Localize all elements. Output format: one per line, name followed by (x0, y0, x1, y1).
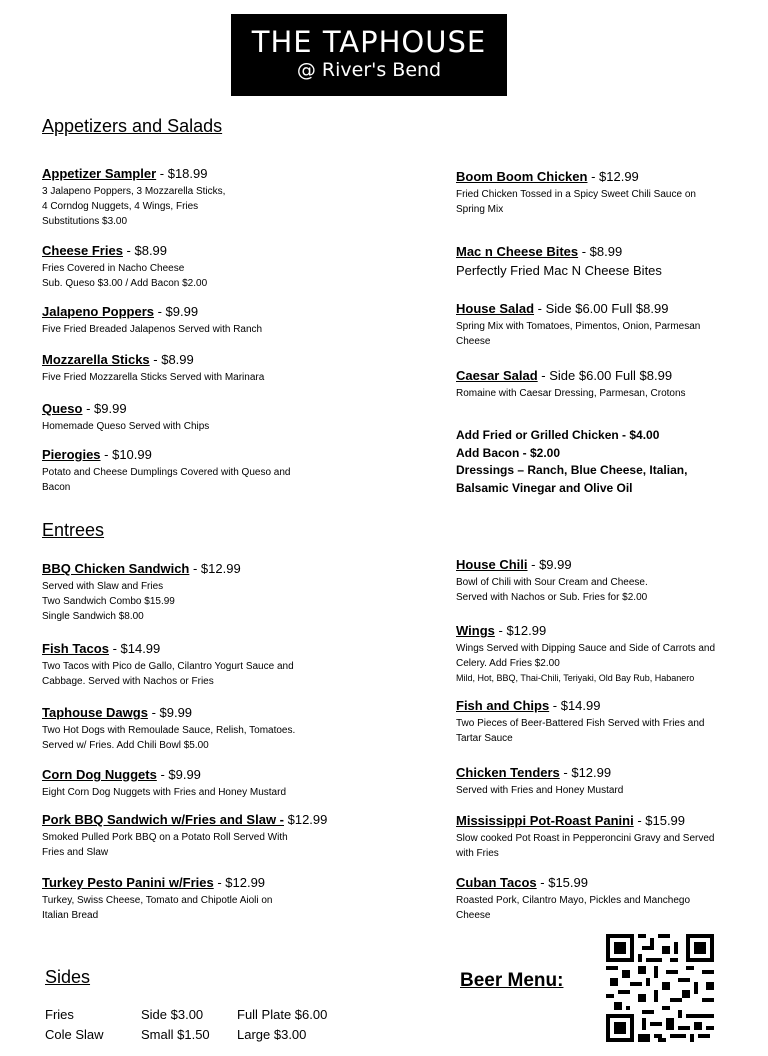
item-desc: Mild, Hot, BBQ, Thai-Chili, Teriyaki, Old Bay Rub, Habanero (456, 673, 695, 683)
item-price: - $9.99 (147, 705, 193, 720)
side-large-price: Full Plate $6.00 (237, 1007, 328, 1022)
item-name: Corn Dog Nuggets (42, 767, 157, 782)
menu-item (42, 703, 295, 753)
item-name: Caesar Salad (456, 368, 538, 383)
item-name: Fish Tacos (42, 641, 109, 656)
section-title-entrees: Entrees (42, 520, 105, 540)
item-price: - $15.99 (536, 875, 588, 890)
item-name: Fish and Chips (456, 698, 550, 713)
item-name: Chicken Tenders (456, 765, 560, 780)
item-desc: Served with Slaw and Fries (42, 581, 164, 592)
menu-item (42, 810, 327, 860)
item-price: - $9.99 (153, 304, 199, 319)
item-desc: Five Fried Mozzarella Sticks Served with Marinara (42, 372, 265, 383)
item-price: - $14.99 (549, 698, 601, 713)
item-price: - $12.99 (213, 875, 266, 890)
item-price: - $12.99 (587, 169, 639, 184)
item-desc: 4 Corndog Nuggets, 4 Wings, Fries (42, 201, 199, 212)
side-large-price: Large $3.00 (237, 1027, 307, 1042)
item-desc: with Fries (456, 848, 499, 859)
menu-item (456, 242, 662, 280)
item-name: Queso (42, 401, 83, 416)
item-name: Cheese Fries (42, 243, 123, 258)
menu-item (42, 399, 209, 434)
item-price: - $9.99 (527, 557, 572, 572)
item-desc: Eight Corn Dog Nuggets with Fries and Honey Mustard (42, 787, 287, 798)
item-name: Mississippi Pot-Roast Panini (456, 813, 634, 828)
item-desc: Perfectly Fried Mac N Cheese Bites (456, 263, 662, 278)
item-name: Boom Boom Chicken (456, 169, 588, 184)
item-name: Pierogies (42, 447, 101, 462)
item-desc: Celery. Add Fries $2.00 (456, 658, 560, 669)
item-desc: Turkey, Swiss Cheese, Tomato and Chipotle Aioli on (42, 895, 273, 906)
item-desc: Bacon (42, 482, 71, 493)
menu-item (456, 555, 648, 605)
item-name: BBQ Chicken Sandwich (42, 561, 190, 576)
item-price: - $8.99 (122, 243, 168, 258)
item-desc: Cheese (456, 910, 491, 921)
item-name: Mozzarella Sticks (42, 352, 150, 367)
item-desc: Bowl of Chili with Sour Cream and Cheese. (456, 577, 648, 588)
item-desc: Substitutions $3.00 (42, 216, 128, 227)
item-name: Cuban Tacos (456, 875, 537, 890)
menu-item (42, 559, 241, 624)
menu-item (456, 873, 690, 923)
item-desc: Cheese (456, 336, 491, 347)
logo-title: THE TAPHOUSE (251, 25, 487, 59)
menu-item (42, 873, 273, 923)
menu-item (42, 164, 225, 229)
side-small-price: Small $1.50 (141, 1027, 210, 1042)
menu-item (42, 445, 290, 495)
section-title-sides: Sides (45, 967, 91, 987)
item-desc: Fried Chicken Tossed in a Spicy Sweet Chili Sauce on (456, 189, 696, 200)
item-desc: Served w/ Fries. Add Chili Bowl $5.00 (42, 740, 209, 751)
item-desc: Two Pieces of Beer-Battered Fish Served with Fries and (456, 718, 705, 729)
item-desc: Two Tacos with Pico de Gallo, Cilantro Yogurt Sauce and (42, 661, 294, 672)
item-desc: Smoked Pulled Pork BBQ on a Potato Roll Served With (42, 832, 288, 843)
menu-item (42, 241, 207, 291)
logo (231, 14, 507, 96)
item-desc: Served with Nachos or Sub. Fries for $2.00 (456, 592, 648, 603)
item-price: - $14.99 (108, 641, 161, 656)
item-price: $12.99 (284, 812, 328, 827)
side-item: Fries (45, 1007, 74, 1022)
item-desc: 3 Jalapeno Poppers, 3 Mozzarella Sticks, (42, 186, 226, 197)
item-desc: Roasted Pork, Cilantro Mayo, Pickles and Manchego (456, 895, 691, 906)
add-on-line: Add Fried or Grilled Chicken - $4.00 (456, 428, 660, 442)
item-name: Pork BBQ Sandwich w/Fries and Slaw - (42, 812, 284, 827)
item-desc: Five Fried Breaded Jalapenos Served with Ranch (42, 324, 263, 335)
item-desc: Potato and Cheese Dumplings Covered with Queso and (42, 467, 291, 478)
item-price: - Side $6.00 Full $8.99 (537, 368, 673, 383)
add-ons (456, 427, 687, 497)
item-desc: Served with Fries and Honey Mustard (456, 785, 624, 796)
item-desc: Slow cooked Pot Roast in Pepperoncini Gravy and Served (456, 833, 715, 844)
logo-subtitle: @ River's Bend (296, 59, 442, 81)
item-price: - Side $6.00 Full $8.99 (534, 301, 669, 316)
qr-code-icon[interactable] (606, 934, 714, 1042)
beer-menu-label: Beer Menu: (460, 970, 564, 991)
side-small-price: Side $3.00 (141, 1007, 204, 1022)
item-price: - $18.99 (156, 166, 208, 181)
item-price: - $10.99 (100, 447, 152, 462)
menu-item (456, 696, 704, 746)
item-desc: Wings Served with Dipping Sauce and Side of Carrots and (456, 643, 716, 654)
add-on-line: Dressings – Ranch, Blue Cheese, Italian, (456, 463, 688, 477)
menu-item (456, 299, 700, 349)
item-name: House Salad (456, 301, 535, 316)
item-name: House Chili (456, 557, 528, 572)
item-name: Taphouse Dawgs (42, 705, 148, 720)
item-price: - $9.99 (156, 767, 201, 782)
item-desc: Two Sandwich Combo $15.99 (42, 596, 175, 607)
add-on-line: Balsamic Vinegar and Olive Oil (456, 480, 633, 495)
item-desc: Sub. Queso $3.00 / Add Bacon $2.00 (42, 278, 208, 289)
item-price: - $9.99 (82, 401, 127, 416)
menu-item (42, 302, 262, 337)
item-name: Wings (456, 623, 495, 638)
item-name: Appetizer Sampler (42, 166, 157, 181)
menu-item (456, 621, 715, 686)
menu-item (456, 167, 696, 217)
item-price: - $12.99 (189, 561, 241, 576)
item-desc: Homemade Queso Served with Chips (42, 421, 210, 432)
item-name: Jalapeno Poppers (42, 304, 154, 319)
menu-item (456, 366, 686, 401)
item-desc: Romaine with Caesar Dressing, Parmesan, Crotons (456, 388, 686, 399)
add-on-line: Add Bacon - $2.00 (456, 445, 561, 460)
item-desc: Fries Covered in Nacho Cheese (42, 263, 185, 274)
section-title-appetizers: Appetizers and Salads (42, 116, 223, 136)
menu-item (42, 350, 264, 385)
item-desc: Italian Bread (42, 910, 99, 921)
side-item: Cole Slaw (45, 1027, 104, 1042)
item-desc: Spring Mix with Tomatoes, Pimentos, Onion, Parmesan (456, 321, 701, 332)
item-name: Mac n Cheese Bites (456, 244, 579, 259)
item-price: - $12.99 (494, 623, 547, 638)
item-desc: Spring Mix (456, 204, 504, 215)
menu-item (42, 639, 294, 689)
item-name: Turkey Pesto Panini w/Fries (42, 875, 214, 890)
item-desc: Fries and Slaw (42, 847, 109, 858)
item-desc: Single Sandwich $8.00 (42, 611, 144, 622)
item-desc: Tartar Sauce (456, 733, 513, 744)
item-price: - $8.99 (149, 352, 194, 367)
menu-item (456, 763, 623, 798)
item-price: - $12.99 (559, 765, 612, 780)
menu-item (456, 811, 714, 861)
item-price: - $8.99 (578, 244, 623, 259)
menu-item (42, 765, 286, 800)
item-desc: Two Hot Dogs with Remoulade Sauce, Relish, Tomatoes. (42, 725, 296, 736)
item-price: - $15.99 (633, 813, 686, 828)
item-desc: Cabbage. Served with Nachos or Fries (42, 676, 214, 687)
